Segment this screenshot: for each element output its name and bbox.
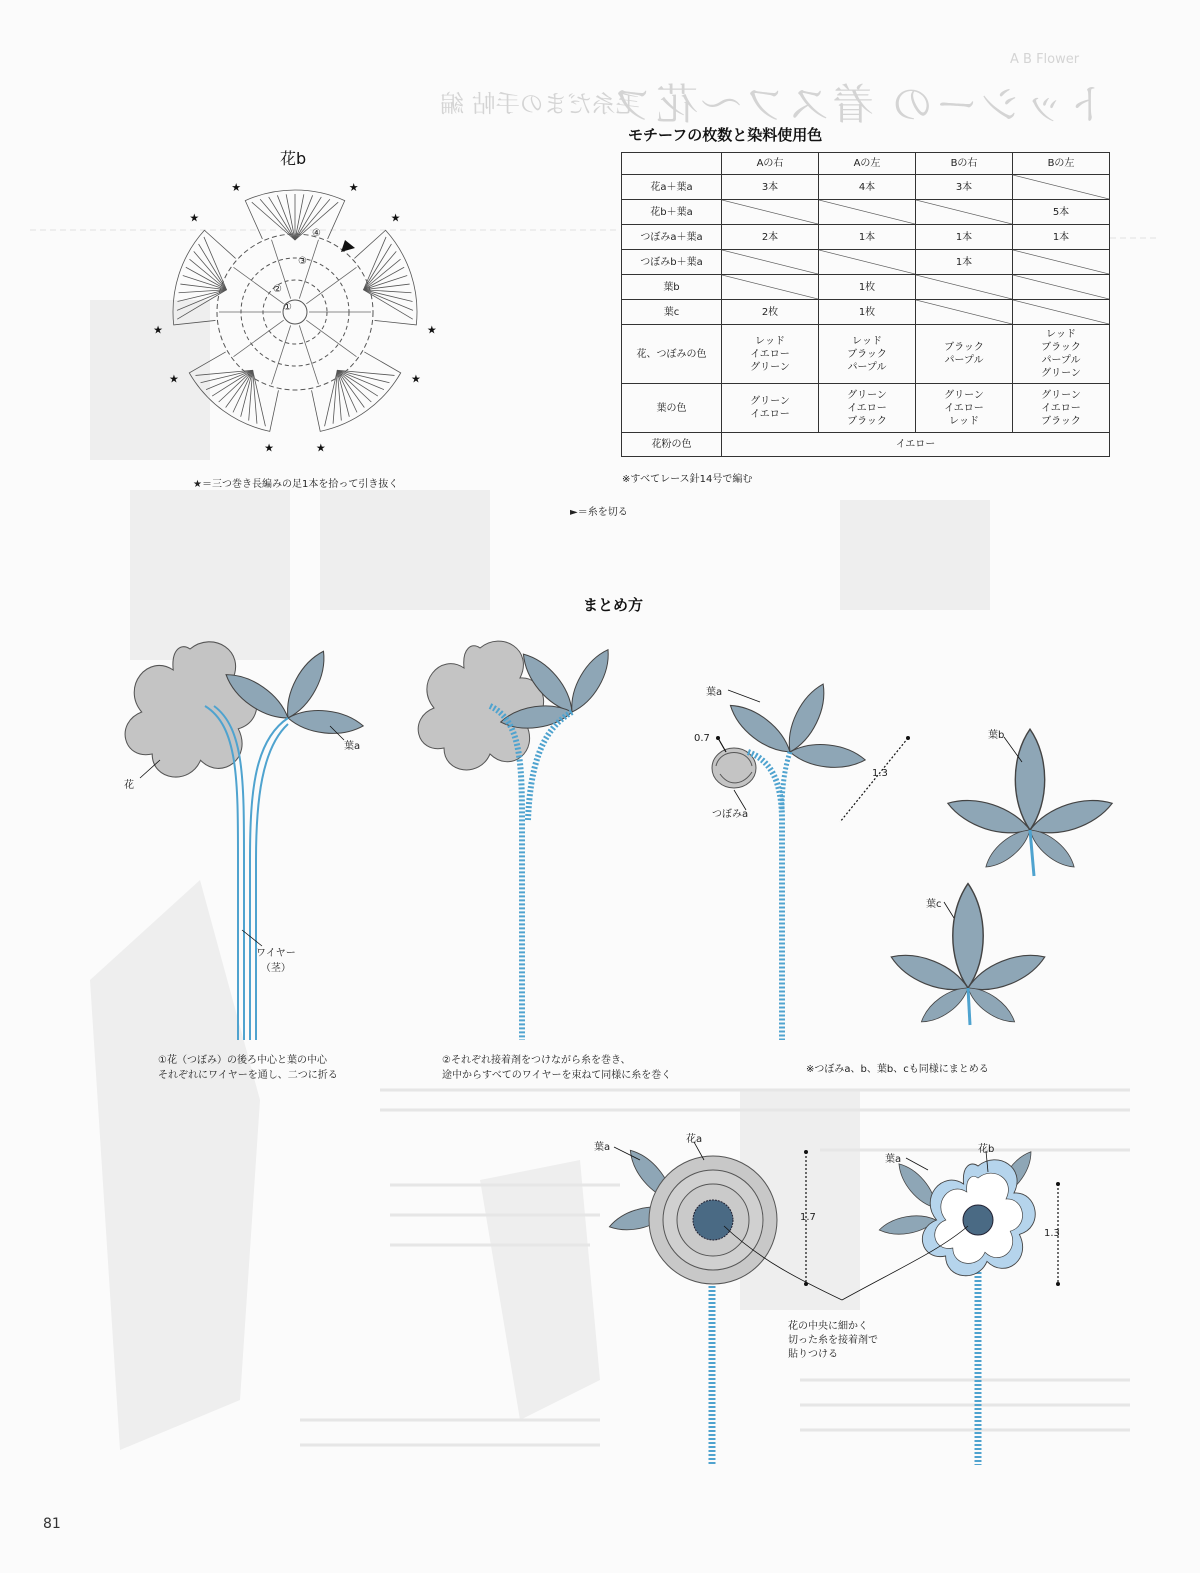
col-header: Aの右 <box>722 153 819 175</box>
table-cell: レッド ブラック パープル グリーン <box>1013 325 1110 384</box>
cut-legend: ►＝糸を切る <box>570 507 628 518</box>
round-label-4: ④ <box>312 228 321 239</box>
same-method-note: ※つぼみa、b、葉b、cも同様にまとめる <box>806 1064 989 1075</box>
stem-dimension: 1.3 <box>872 768 888 779</box>
table-cell: グリーン イエロー ブラック <box>819 384 916 433</box>
row-label: 葉c <box>622 300 722 325</box>
row-label: 葉の色 <box>622 384 722 433</box>
star-icon: ★ <box>315 441 326 455</box>
background-title-small: 毛糸だまの手帖 編 <box>440 90 640 118</box>
table-cell: レッド ブラック パープル <box>819 325 916 384</box>
step2-illustration <box>418 641 617 1040</box>
page-number: 81 <box>43 1516 61 1532</box>
table-cell: 1本 <box>819 225 916 250</box>
final-b-leaf-label: 葉a <box>885 1154 902 1165</box>
table-cell: グリーン イエロー <box>722 384 819 433</box>
table-cell: 4本 <box>819 175 916 200</box>
background-title: トッシーの 着スフ～花フ <box>610 80 1109 129</box>
table-cell: 1本 <box>916 225 1013 250</box>
table-cell: 1本 <box>916 250 1013 275</box>
row-label: つぼみa＋葉a <box>622 225 722 250</box>
flower-shape <box>125 642 257 777</box>
background-subtitle: A B Flower <box>1010 52 1080 67</box>
flower-label: 花 <box>124 780 134 791</box>
final-a-leaf-label: 葉a <box>594 1142 611 1153</box>
row-label: 花b＋葉a <box>622 200 722 225</box>
final-a-dimension: 1.7 <box>800 1212 816 1223</box>
bud-dimension: 0.7 <box>694 733 710 744</box>
center-glue-note: 花の中央に細かく 切った糸を接着剤で 貼りつける <box>788 1321 878 1360</box>
table-cell: 1枚 <box>819 300 916 325</box>
table-footnote: ※すべてレース針14号で編む <box>622 474 753 485</box>
table-cell: グリーン イエロー ブラック <box>1013 384 1110 433</box>
star-icon: ★ <box>410 372 421 386</box>
table-cell-span: イエロー <box>722 433 1110 457</box>
leaf-a-label: 葉a <box>344 741 361 752</box>
round-label-1: ① <box>283 302 292 313</box>
table-cell: ブラック パープル <box>916 325 1013 384</box>
star-icon: ★ <box>153 323 163 337</box>
table-cell: 2本 <box>722 225 819 250</box>
final-b-flower-label: 花b <box>978 1144 995 1155</box>
flower-b-title: 花b <box>280 149 307 168</box>
final-b-dimension: 1.3 <box>1044 1228 1060 1239</box>
wire-label: ワイヤー （茎） <box>256 948 296 974</box>
cut-arrow-icon: ► <box>570 507 578 518</box>
col-header: Aの左 <box>819 153 916 175</box>
step2-caption: ②それぞれ接着剤をつけながら糸を巻き、 途中からすべてのワイヤーを束ねて同様に糸を巻く <box>442 1055 672 1081</box>
table-cell: グリーン イエロー レッド <box>916 384 1013 433</box>
star-icon: ★ <box>264 441 275 455</box>
round-label-2: ② <box>273 284 282 295</box>
row-label: 花、つぼみの色 <box>622 325 722 384</box>
table-cell: 1本 <box>1013 225 1110 250</box>
table-cell: 3本 <box>722 175 819 200</box>
step1-illustration <box>125 642 364 1040</box>
star-legend: ★＝三つ巻き長編みの足1本を拾って引き抜く <box>193 479 399 490</box>
row-label: 花a＋葉a <box>622 175 722 200</box>
bud-illustration <box>712 679 910 1040</box>
row-label: 葉b <box>622 275 722 300</box>
table-cell: 5本 <box>1013 200 1110 225</box>
leaf-b-illustration <box>944 729 1116 876</box>
final-flower-b <box>878 1147 1060 1465</box>
star-icon: ★ <box>231 181 242 195</box>
col-header: Bの右 <box>916 153 1013 175</box>
leaf-c-illustration <box>887 884 1050 1029</box>
step1-caption: ①花（つぼみ）の後ろ中心と葉の中心 それぞれにワイヤーを通し、二つに折る <box>158 1055 338 1081</box>
table-cell: 1枚 <box>819 275 916 300</box>
star-icon: ★ <box>426 323 437 337</box>
star-icon: ★ <box>189 211 200 225</box>
assembly-title: まとめ方 <box>583 596 644 614</box>
star-icon: ★ <box>390 211 401 225</box>
star-icon: ★ <box>169 372 179 386</box>
bud-label: つぼみa <box>712 809 749 820</box>
row-label: つぼみb＋葉a <box>622 250 722 275</box>
round-label-3: ③ <box>298 256 307 267</box>
row-label: 花粉の色 <box>622 433 722 457</box>
leaf-c-label: 葉c <box>926 899 942 910</box>
final-flower-a <box>607 1144 808 1465</box>
bud-leaf-label: 葉a <box>706 687 723 698</box>
final-a-flower-label: 花a <box>686 1134 703 1145</box>
leaf-b-label: 葉b <box>988 730 1005 741</box>
star-icon: ★ <box>348 181 359 195</box>
table-cell: レッド イエロー グリーン <box>722 325 819 384</box>
table-cell: 2枚 <box>722 300 819 325</box>
col-header: Bの左 <box>1013 153 1110 175</box>
motif-table-title: モチーフの枚数と染料使用色 <box>628 126 823 144</box>
table-cell: 3本 <box>916 175 1013 200</box>
